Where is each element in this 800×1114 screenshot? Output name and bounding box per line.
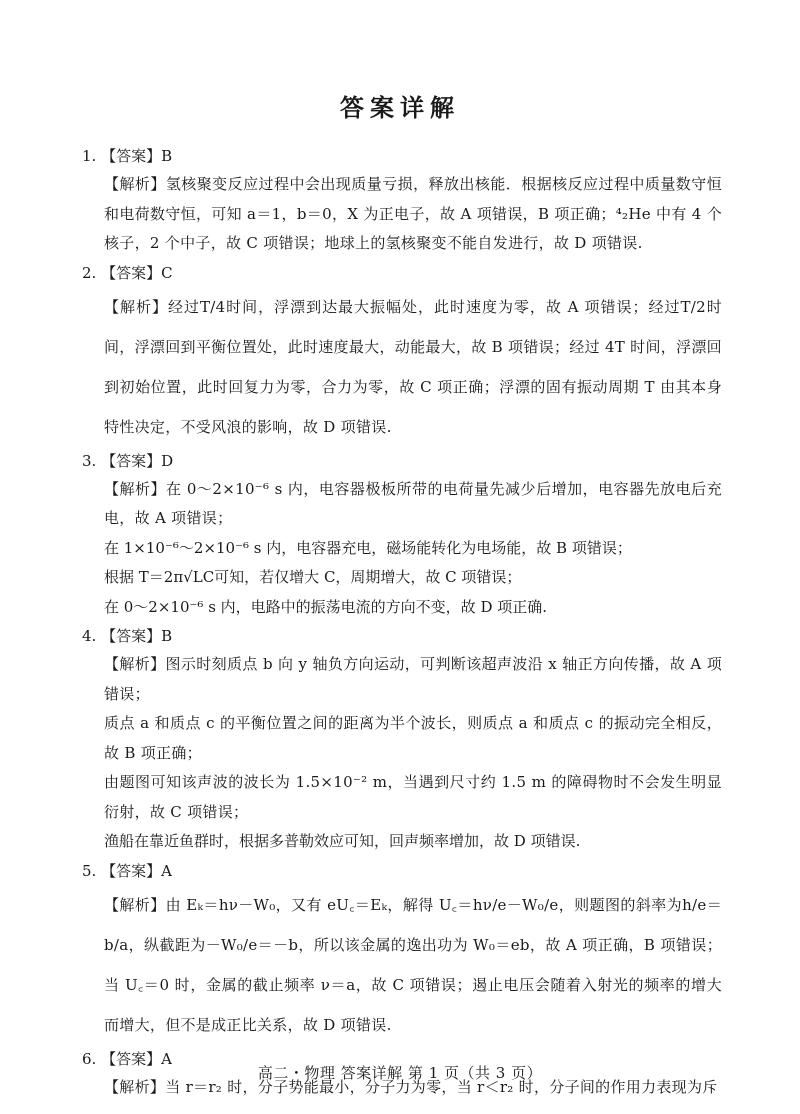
- answer-label: 【答案】C: [101, 263, 173, 282]
- explanation-line: 在 0～2×10⁻⁶ s 内，电路中的振荡电流的方向不变，故 D 项正确.: [104, 597, 548, 616]
- explanation-line: 渔船在靠近鱼群时，根据多普勒效应可知，回声频率增加，故 D 项错误.: [104, 832, 581, 850]
- question-number: 4.: [82, 627, 97, 645]
- page-title: 答案详解: [340, 94, 460, 122]
- explanation-paragraph: 质点 a 和质点 c 的平衡位置之间的距离为半个波长，则质点 a 和质点 c 的振动完全相反，故 B 项正确；: [104, 714, 722, 762]
- explanation-paragraph: 【解析】当 r＝r₂ 时，分子势能最小，分子力为零，当 r＜r₂ 时，分子间的作用力表现为斥: [104, 1077, 718, 1096]
- explanation-paragraph: 由题图可知该声波的波长为 1.5×10⁻² m，当遇到尺寸约 1.5 m 的障碍物时不会发生明显衍射，故 C 项错误；: [104, 773, 722, 821]
- answer-label: 【答案】D: [101, 451, 174, 470]
- answer-label: 【答案】A: [101, 1049, 172, 1068]
- question-1: [82, 142, 722, 259]
- question-number: 2.: [82, 263, 97, 282]
- question-5: [82, 857, 722, 1045]
- explanation-paragraph: 【解析】由 Eₖ＝hν－W₀，又有 eU꜀＝Eₖ，解得 U꜀＝hν/e－W₀/e，则题图的斜率为h/e＝b/a，纵截距为－W₀/e＝－b，所以该金属的逸出功为 W₀＝eb，故 A 项正确，B 项错误；当 U꜀＝0 时，金属的截止频率 ν＝a，故 C 项错误；遏止电压会随着入射光的频率的增大而增大，但不是成正比关系，故 D 项错误.: [104, 895, 722, 1034]
- explanation-paragraph: 【解析】图示时刻质点 b 向 y 轴负方向运动，可判断该超声波沿 x 轴正方向传播，故 A 项错误；: [104, 655, 722, 703]
- answer-label: 【答案】B: [101, 147, 173, 165]
- explanation-paragraph: 【解析】经过T/4时间，浮漂到达最大振幅处，此时速度为零，故 A 项错误；经过T/2时间，浮漂回到平衡位置处，此时速度最大，动能最大，故 B 项错误；经过 4T 时间，浮漂回到初始位置，此时回复力为零，合力为零，故 C 项正确；浮漂的固有振动周期 T 由其本身特性决定，不受风浪的影响，故 D 项错误.: [104, 297, 722, 436]
- explanation-paragraph: 【解析】氢核聚变反应过程中会出现质量亏损，释放出核能．根据核反应过程中质量数守恒和电荷数守恒，可知 a＝1，b＝0，X 为正电子，故 A 项错误，B 项正确；⁴₂He 中有 4 个核子，2 个中子，故 C 项错误；地球上的氢核聚变不能自发进行，故 D 项错误.: [104, 175, 722, 252]
- answer-list: [82, 142, 722, 1102]
- answer-label: 【答案】A: [101, 861, 172, 880]
- question-number: 1.: [82, 147, 97, 165]
- answer-label: 【答案】B: [101, 627, 173, 645]
- question-2: [82, 259, 722, 447]
- question-4: [82, 622, 722, 857]
- page-footer: 高二・物理 答案详解 第 1 页（共 3 页）: [257, 1064, 543, 1082]
- question-number: 6.: [82, 1049, 97, 1068]
- question-3: [82, 447, 722, 623]
- explanation-paragraph: 【解析】在 0～2×10⁻⁶ s 内，电容器极板所带的电荷量先减少后增加，电容器先放电后充电，故 A 项错误；: [104, 479, 722, 527]
- question-number: 5.: [82, 861, 97, 880]
- explanation-line: 在 1×10⁻⁶～2×10⁻⁶ s 内，电容器充电，磁场能转化为电场能，故 B 项错误；: [104, 538, 632, 557]
- question-number: 3.: [82, 451, 97, 470]
- explanation-line: 根据 T＝2π√LC可知，若仅增大 C，周期增大，故 C 项错误；: [104, 568, 522, 586]
